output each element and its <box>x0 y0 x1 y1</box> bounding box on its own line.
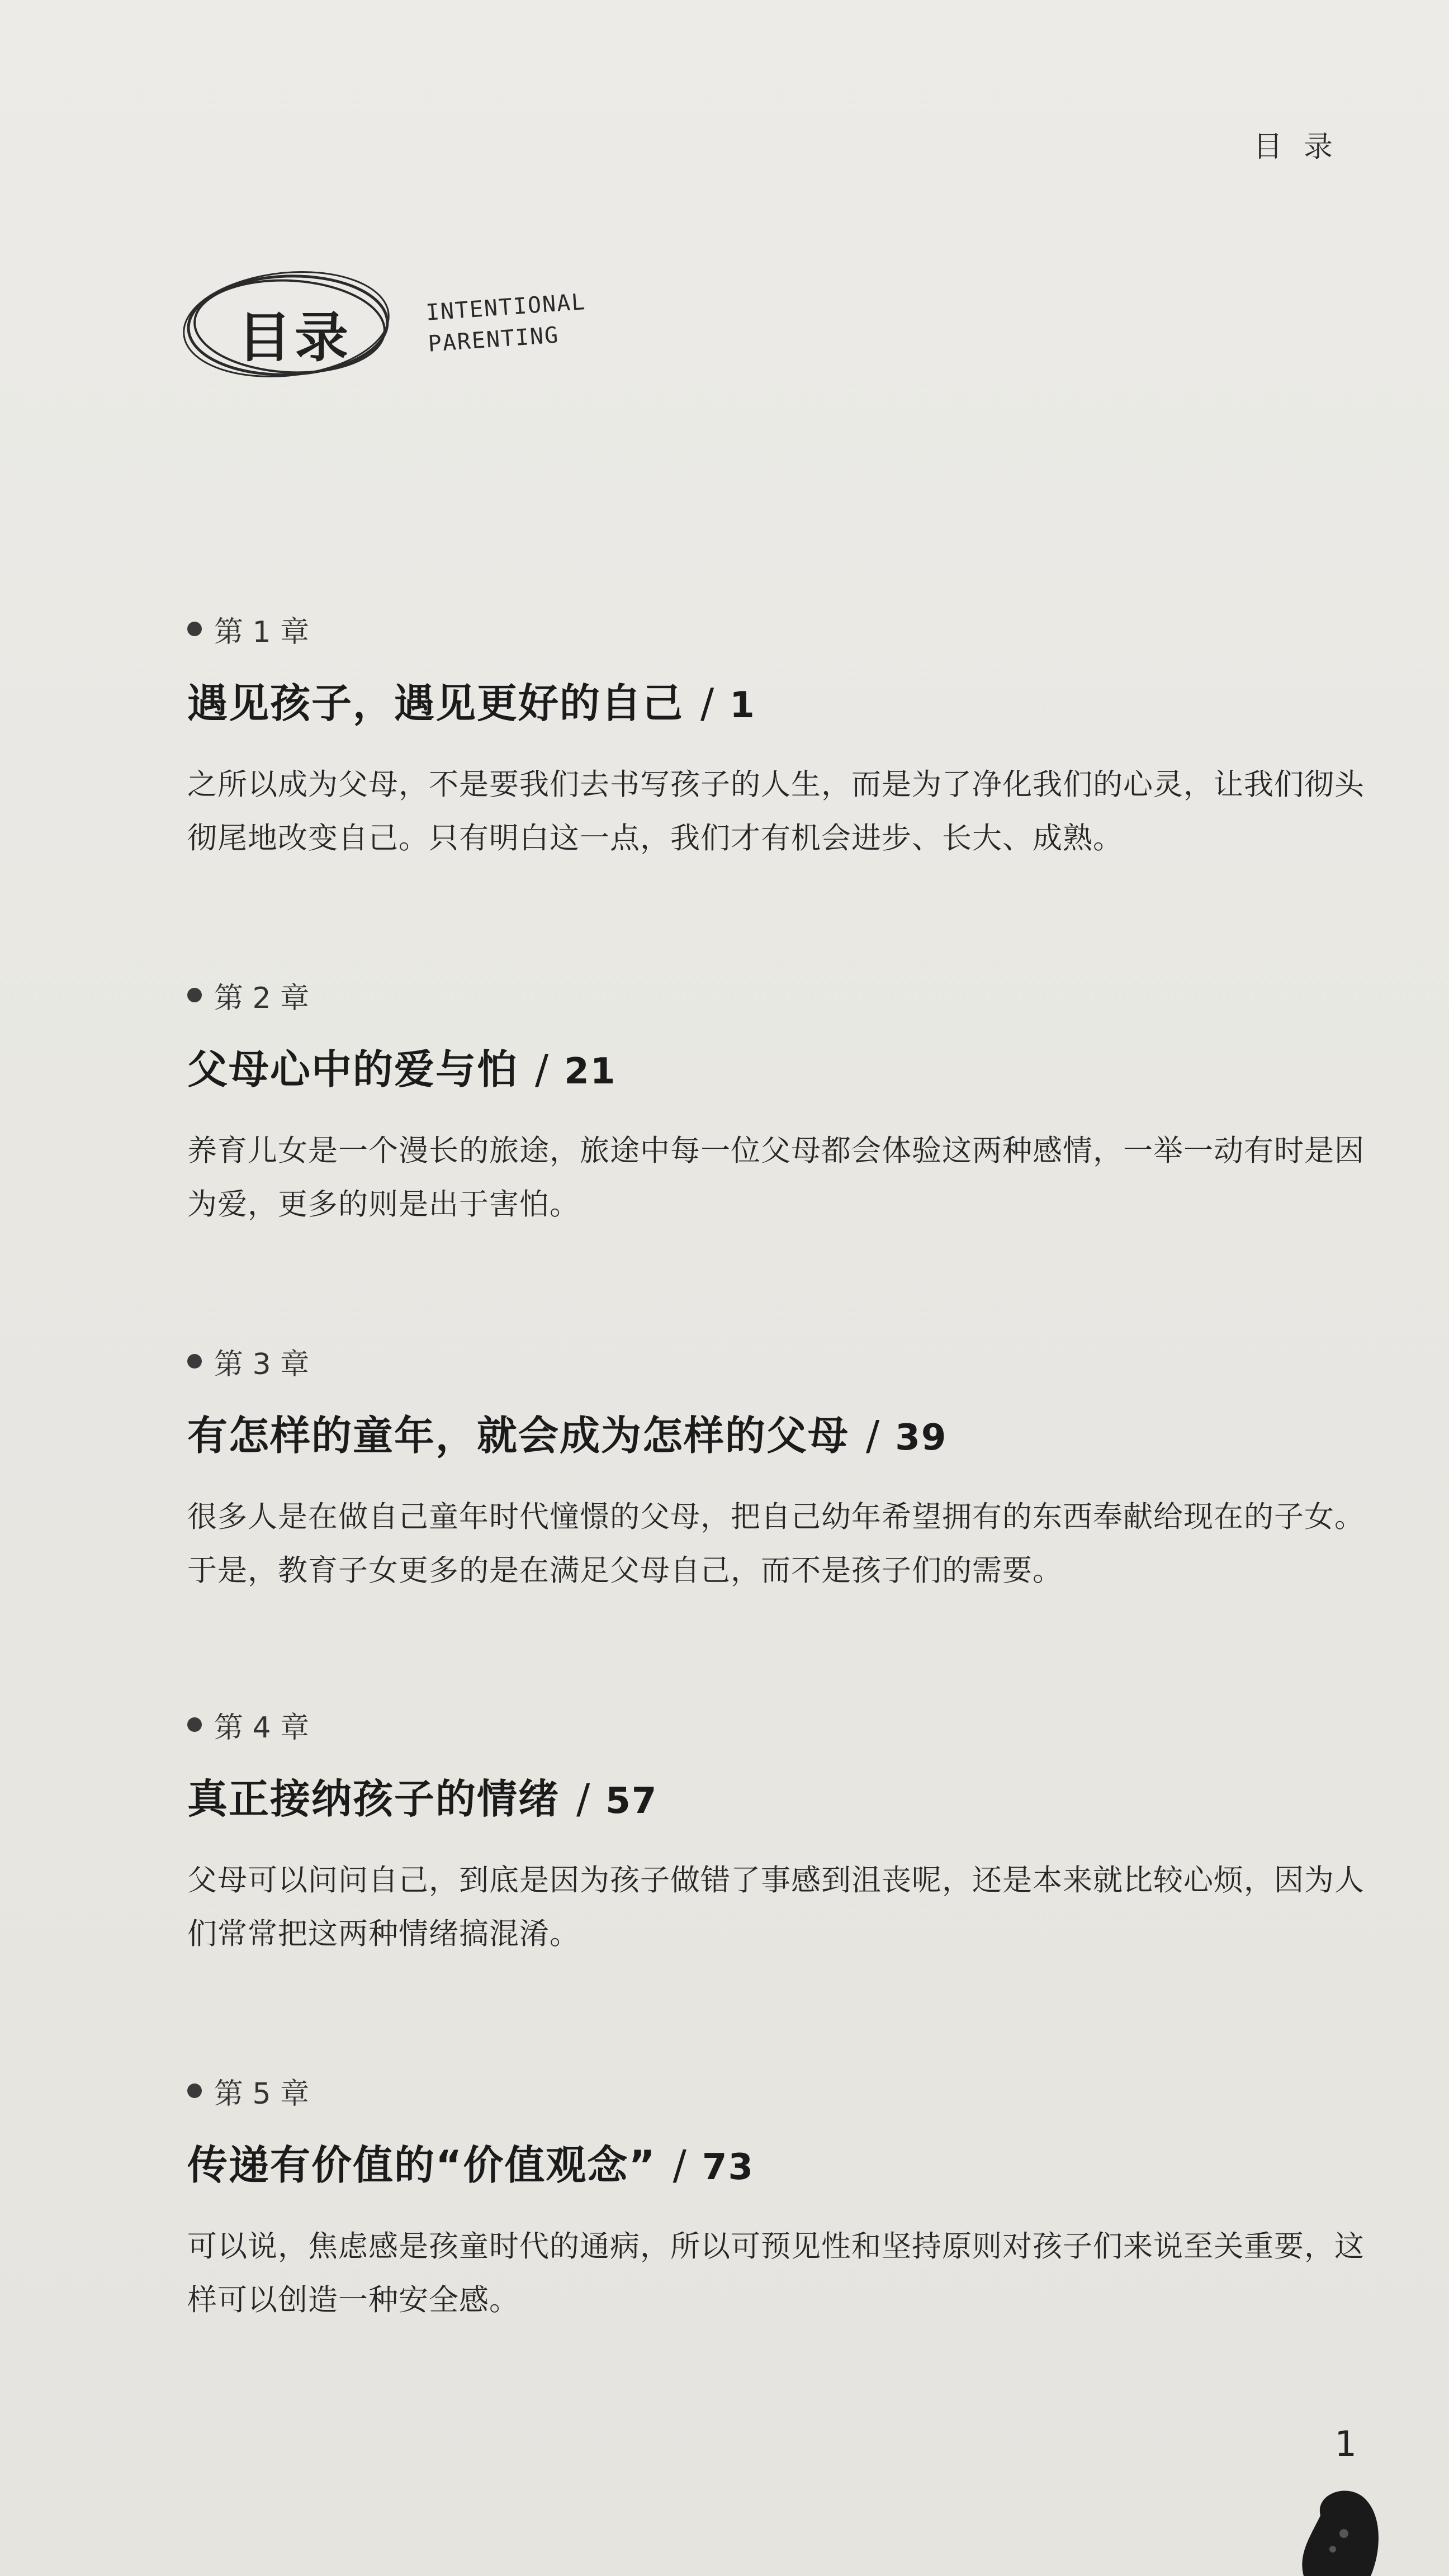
logo-title: 目录 <box>238 306 352 369</box>
chapter-description: 养育儿女是一个漫长的旅途，旅途中每一位父母都会体验这两种感情，一举一动有时是因为爱，更多的则是出于害怕。 <box>187 1134 1365 1221</box>
chapter-title[interactable]: 真正接纳孩子的情绪 / 57 <box>187 1775 658 1822</box>
chapter-entry-5[interactable] <box>187 2071 1389 2327</box>
chapter-page-number: 57 <box>605 1781 658 1822</box>
chapter-title[interactable]: 有怎样的童年，就会成为怎样的父母 / 39 <box>187 1412 948 1459</box>
logo-english-line2: PARENTING <box>427 322 560 357</box>
chapter-description: 很多人是在做自己童年时代憧憬的父母，把自己幼年希望拥有的东西奉献给现在的子女。于是，教育子女更多的是在满足父母自己，而不是孩子们的需要。 <box>187 1500 1365 1588</box>
chapter-title-text: 父母心中的爱与怕 <box>187 1046 519 1093</box>
chapter-label: 第 5 章 <box>214 2077 310 2111</box>
ink-blot-icon <box>1298 2482 1382 2576</box>
logo-english <box>425 286 589 360</box>
chapter-title[interactable]: 父母心中的爱与怕 / 21 <box>187 1046 617 1093</box>
bullet-icon <box>187 622 202 636</box>
chapter-page-number: 21 <box>564 1051 617 1092</box>
chapter-title-text: 有怎样的童年，就会成为怎样的父母 <box>187 1412 850 1459</box>
chapter-title[interactable]: 传递有价值的“价值观念” / 73 <box>187 2142 754 2189</box>
chapter-description: 之所以成为父母，不是要我们去书写孩子的人生，而是为了净化我们的心灵，让我们彻头彻尾地改变自己。只有明白这一点，我们才有机会进步、长大、成熟。 <box>187 768 1365 855</box>
toc-logo <box>179 263 626 408</box>
chapter-entry-4[interactable] <box>187 1705 1389 1961</box>
chapter-description: 可以说，焦虑感是孩童时代的通病，所以可预见性和坚持原则对孩子们来说至关重要，这样可以创造一种安全感。 <box>187 2229 1365 2317</box>
chapter-label: 第 3 章 <box>214 1347 310 1381</box>
chapter-entry-3[interactable] <box>187 1342 1389 1598</box>
running-header: 目录 <box>1253 130 1354 164</box>
bullet-icon <box>187 2083 202 2098</box>
chapter-title-text: 遇见孩子，遇见更好的自己 <box>187 680 684 727</box>
chapter-label: 第 1 章 <box>214 615 310 649</box>
chapter-title-text: 真正接纳孩子的情绪 <box>187 1775 560 1822</box>
chapter-label: 第 2 章 <box>214 981 310 1015</box>
page-number: 1 <box>1334 2423 1357 2464</box>
chapter-page-number: 39 <box>895 1417 948 1459</box>
chapter-label: 第 4 章 <box>214 1711 310 1745</box>
chapter-page-number: 73 <box>702 2147 754 2188</box>
chapter-page-number: 1 <box>730 685 756 726</box>
chapter-description: 父母可以问问自己，到底是因为孩子做错了事感到沮丧呢，还是本来就比较心烦，因为人们常常把这两种情绪搞混淆。 <box>187 1863 1365 1951</box>
bullet-icon <box>187 1717 202 1732</box>
chapter-title[interactable]: 遇见孩子，遇见更好的自己 / 1 <box>187 680 756 727</box>
chapter-entry-2[interactable] <box>187 976 1389 1232</box>
logo-english-line1: INTENTIONAL <box>425 288 587 326</box>
chapter-entry-1[interactable] <box>187 609 1389 865</box>
bullet-icon <box>187 1354 202 1368</box>
bullet-icon <box>187 988 202 1002</box>
chapter-title-text: 传递有价值的“价值观念” <box>187 2142 656 2189</box>
